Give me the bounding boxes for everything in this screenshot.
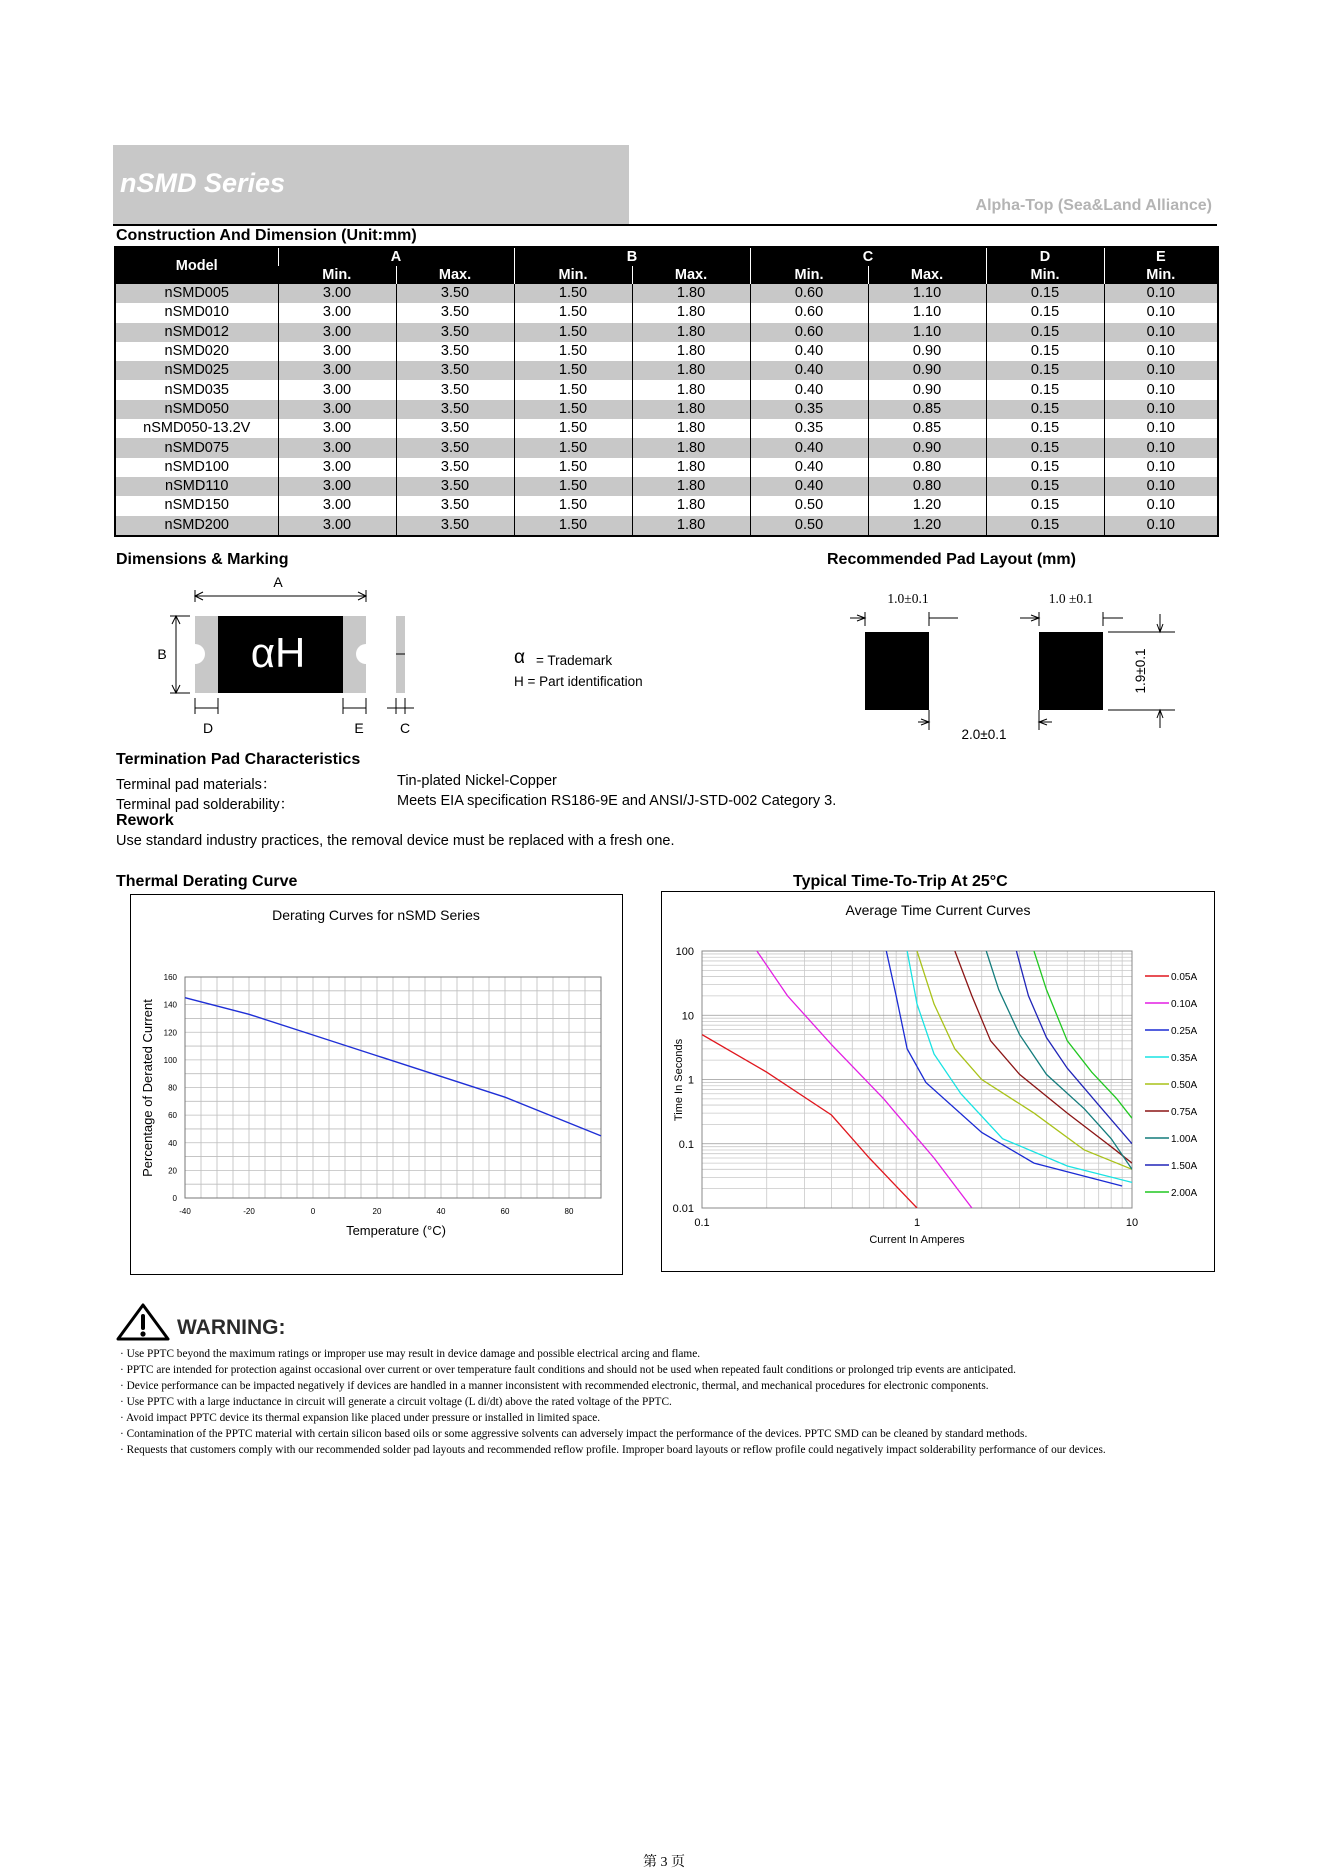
dim-label-b: B (157, 646, 167, 662)
legend-label: 0.75A (1171, 1107, 1198, 1118)
x-tick-label: 1 (913, 1217, 921, 1229)
dimension-cell: 3.00 (278, 323, 396, 342)
dimension-cell: 0.15 (986, 458, 1104, 477)
dimension-cell: 1.50 (514, 342, 632, 361)
x-tick-label: 40 (436, 1207, 446, 1216)
trip-series-line (702, 1035, 917, 1208)
dimension-cell: 1.10 (868, 303, 986, 322)
dimension-cell: 0.40 (750, 380, 868, 399)
chip-dimension-drawing (150, 572, 470, 744)
dimension-cell: 0.15 (986, 361, 1104, 380)
legend-label: 1.50A (1171, 1161, 1198, 1172)
pad-gap: 2.0±0.1 (961, 727, 1007, 742)
y-tick-label: 140 (163, 1000, 177, 1010)
model-cell: nSMD050 (115, 400, 278, 419)
x-tick-label: -20 (243, 1207, 255, 1216)
dimension-cell: 1.50 (514, 303, 632, 322)
dimension-cell: 1.50 (514, 284, 632, 303)
warning-item: · Requests that customers comply with our recommended solder pad layouts and recommended reflow profile. Improper board layouts or reflow profile could negatively impact solderability performance of our devices. (120, 1444, 1106, 1456)
dim-label-e: E (354, 720, 364, 736)
construction-heading: Construction And Dimension (Unit:mm) (116, 227, 417, 244)
x-axis-label: Current In Amperes (869, 1234, 965, 1246)
dimension-cell: 0.85 (868, 400, 986, 419)
table-row (115, 400, 1218, 419)
table-row (115, 342, 1218, 361)
dimension-cell: 1.50 (514, 477, 632, 496)
group-header-a: A (278, 247, 514, 266)
dimension-cell: 0.15 (986, 400, 1104, 419)
dimension-cell: 3.00 (278, 400, 396, 419)
warning-item: · Device performance can be impacted negatively if devices are handled in a manner inconsistent with recommended electronic, thermal, and mechanical procedures for electronic components. (120, 1380, 989, 1392)
dimension-cell: 3.50 (396, 477, 514, 496)
y-axis-label: Time In Seconds (673, 1038, 685, 1122)
sub-header: Min. (278, 266, 396, 284)
x-axis-label: Temperature (°C) (346, 1223, 446, 1238)
header-rule (113, 224, 1217, 226)
dim-label-c: C (399, 720, 411, 736)
materials-value: Tin-plated Nickel-Copper (397, 773, 557, 789)
dimension-cell: 0.40 (750, 458, 868, 477)
dimension-cell: 0.15 (986, 496, 1104, 515)
dimension-cell: 3.00 (278, 284, 396, 303)
dimension-cell: 0.80 (868, 477, 986, 496)
dimension-cell: 1.80 (632, 361, 750, 380)
sub-header: Min. (750, 266, 868, 284)
model-cell: nSMD110 (115, 477, 278, 496)
dimension-cell: 1.50 (514, 323, 632, 342)
dimension-cell: 3.50 (396, 342, 514, 361)
model-cell: nSMD025 (115, 361, 278, 380)
dimension-cell: 3.50 (396, 458, 514, 477)
dimension-cell: 3.50 (396, 380, 514, 399)
time-to-trip-chart (661, 891, 1215, 1272)
dimension-cell: 1.80 (632, 496, 750, 515)
x-tick-label: 20 (372, 1207, 382, 1216)
sub-header: Max. (868, 266, 986, 284)
group-header-b: B (514, 247, 750, 266)
dimension-cell: 1.80 (632, 400, 750, 419)
dimension-cell: 0.40 (750, 361, 868, 380)
dim-label-d: D (202, 720, 214, 736)
dimension-cell: 1.80 (632, 380, 750, 399)
warning-item: · Use PPTC with a large inductance in circuit will generate a circuit voltage (L di/dt) above the rated voltage of the PPTC. (120, 1396, 672, 1408)
dimension-cell: 0.15 (986, 284, 1104, 303)
x-tick-label: 0 (310, 1207, 316, 1216)
y-tick-label: 0.1 (678, 1138, 694, 1151)
dimension-cell: 3.00 (278, 477, 396, 496)
dimension-cell: 0.15 (986, 438, 1104, 457)
dimension-cell: 0.10 (1104, 419, 1218, 438)
legend-label: 0.10A (1171, 999, 1198, 1010)
warning-item: · PPTC are intended for protection against occasional over current or over temperature fault conditions and should not be used when repeated fault conditions or prolonged trip events are anticipated. (120, 1364, 1016, 1376)
dimension-cell: 0.35 (750, 419, 868, 438)
derating-heading: Thermal Derating Curve (116, 873, 298, 890)
dimension-cell: 1.50 (514, 380, 632, 399)
table-row (115, 477, 1218, 496)
dimension-cell: 1.50 (514, 419, 632, 438)
warning-icon (115, 1302, 171, 1342)
model-cell: nSMD200 (115, 516, 278, 536)
dimension-cell: 3.00 (278, 438, 396, 457)
dimension-cell: 1.80 (632, 477, 750, 496)
chart-title: Average Time Current Curves (845, 902, 1031, 918)
dimension-cell: 3.00 (278, 458, 396, 477)
model-cell: nSMD035 (164, 381, 229, 398)
y-tick-label: 100 (163, 1055, 177, 1065)
dimension-cell: 0.10 (1104, 477, 1218, 496)
table-row (115, 438, 1218, 457)
y-tick-label: 0.01 (672, 1203, 694, 1215)
dimension-cell: 0.90 (868, 361, 986, 380)
dimension-cell: 1.50 (514, 361, 632, 380)
dimension-cell: 0.15 (986, 516, 1104, 536)
dimension-cell: 1.20 (868, 496, 986, 515)
dimension-cell: 0.60 (750, 323, 868, 342)
dimension-cell: 1.80 (632, 342, 750, 361)
dimension-cell: 0.50 (750, 516, 868, 536)
sub-header: Max. (396, 266, 514, 284)
pad-width-right: 1.0 ±0.1 (1048, 591, 1094, 606)
dimension-cell: 1.50 (514, 458, 632, 477)
warning-list (120, 1346, 1210, 1458)
dimension-cell: 1.80 (632, 516, 750, 536)
model-cell: nSMD005 (115, 284, 278, 303)
model-cell: nSMD020 (164, 343, 229, 360)
table-row (115, 458, 1218, 477)
derating-chart (130, 894, 623, 1275)
marking-heading: Dimensions & Marking (116, 551, 289, 568)
dimension-cell: 0.90 (868, 342, 986, 361)
legend-label: 0.05A (1171, 972, 1198, 983)
legend-label: 0.25A (1171, 1026, 1198, 1037)
dimension-cell: 0.85 (868, 419, 986, 438)
trip-heading: Typical Time-To-Trip At 25°C (793, 873, 1008, 890)
trademark-symbol: α (514, 647, 525, 668)
table-row (115, 323, 1218, 342)
dimension-cell: 1.80 (632, 323, 750, 342)
dimension-cell: 1.80 (632, 458, 750, 477)
x-tick-label: 60 (500, 1207, 510, 1216)
dimension-cell: 3.00 (278, 303, 396, 322)
model-cell: nSMD100 (164, 458, 229, 475)
sub-header: Max. (632, 266, 750, 284)
table-row (115, 516, 1218, 536)
table-row (115, 380, 1218, 399)
rework-text: Use standard industry practices, the removal device must be replaced with a fresh one. (116, 833, 675, 849)
y-tick-label: 120 (163, 1028, 177, 1038)
dimension-cell: 0.15 (986, 323, 1104, 342)
sub-header: Min. (514, 266, 632, 284)
dimension-cell: 0.40 (750, 477, 868, 496)
table-row (115, 361, 1218, 380)
dimension-cell: 0.10 (1104, 516, 1218, 536)
pad-height: 1.9±0.1 (1133, 648, 1148, 694)
rework-heading: Rework (116, 812, 174, 829)
dimension-cell: 0.10 (1104, 458, 1218, 477)
dimension-cell: 3.50 (396, 419, 514, 438)
y-tick-label: 1 (687, 1074, 694, 1087)
dimension-cell: 0.10 (1104, 361, 1218, 380)
dimension-cell: 0.35 (750, 400, 868, 419)
y-tick-label: 60 (168, 1111, 177, 1121)
dimension-cell: 0.10 (1104, 342, 1218, 361)
legend-label: 1.00A (1171, 1134, 1198, 1145)
dimension-cell: 1.50 (514, 438, 632, 457)
group-header-d: D (986, 247, 1104, 266)
dimension-cell: 0.10 (1104, 496, 1218, 515)
dimension-cell: 0.15 (986, 477, 1104, 496)
group-header-c: C (750, 247, 986, 266)
legend-label: 0.50A (1171, 1080, 1198, 1091)
model-cell: nSMD050-13.2V (143, 420, 251, 437)
dimension-cell: 0.40 (750, 438, 868, 457)
table-row (115, 303, 1218, 322)
dimension-cell: 1.20 (868, 516, 986, 536)
dimension-cell: 1.80 (632, 284, 750, 303)
dimension-cell: 3.00 (278, 419, 396, 438)
dimension-cell: 3.00 (278, 361, 396, 380)
dimension-cell: 0.60 (750, 303, 868, 322)
dimension-cell: 1.10 (868, 284, 986, 303)
dimension-cell: 3.50 (396, 400, 514, 419)
page-number: 第 3 页 (643, 1855, 685, 1870)
dimension-cell: 0.80 (868, 458, 986, 477)
dimension-cell: 0.40 (750, 342, 868, 361)
dimension-cell: 1.80 (632, 303, 750, 322)
y-tick-label: 160 (163, 973, 177, 982)
dimension-cell: 0.10 (1104, 438, 1218, 457)
dimension-cell: 1.80 (632, 419, 750, 438)
model-header: Model (115, 247, 278, 284)
dimension-table (114, 246, 1219, 537)
dimension-cell: 0.10 (1104, 303, 1218, 322)
warning-item: · Avoid impact PPTC device its thermal expansion like placed under pressure or installed in limited space. (120, 1412, 601, 1424)
part-id-legend: H = Part identification (514, 674, 643, 689)
model-cell: nSMD010 (164, 304, 229, 321)
y-tick-label: 100 (675, 946, 694, 958)
dimension-cell: 3.50 (396, 303, 514, 322)
dimension-cell: 3.00 (278, 496, 396, 515)
dimension-cell: 3.50 (396, 361, 514, 380)
x-tick-label: 80 (564, 1207, 574, 1216)
dimension-cell: 0.15 (986, 380, 1104, 399)
dimension-cell: 1.80 (632, 438, 750, 457)
warning-item: · Contamination of the PPTC material with certain silicon based oils or some aggressive solvents can adversely impact the performance of the devices. PPTC SMD can be cleaned by standard methods. (120, 1428, 1028, 1440)
y-axis-label: Percentage of Derated Current (140, 999, 155, 1177)
dimension-cell: 0.15 (986, 419, 1104, 438)
y-tick-label: 0 (172, 1194, 177, 1203)
dimension-cell: 0.10 (1104, 380, 1218, 399)
warning-item: · Use PPTC beyond the maximum ratings or improper use may result in device damage and possible electrical arcing and flame. (120, 1348, 701, 1360)
legend-label: 2.00A (1171, 1188, 1198, 1199)
dimension-cell: 0.50 (750, 496, 868, 515)
legend-label: 0.35A (1171, 1053, 1198, 1064)
series-title: nSMD Series (120, 168, 286, 198)
model-cell: nSMD075 (115, 438, 278, 457)
y-tick-label: 20 (168, 1166, 177, 1176)
table-row (115, 419, 1218, 438)
termination-heading: Termination Pad Characteristics (116, 751, 361, 768)
pad-layout-heading: Recommended Pad Layout (mm) (827, 551, 1076, 568)
dimension-cell: 3.00 (278, 380, 396, 399)
warning-title: WARNING: (177, 1316, 286, 1339)
y-tick-label: 80 (168, 1083, 177, 1093)
x-tick-label: 10 (1125, 1217, 1139, 1229)
x-tick-label: -40 (179, 1207, 191, 1216)
materials-label: Terminal pad materials： (116, 777, 277, 793)
x-tick-label: 0.1 (694, 1217, 710, 1229)
dimension-cell: 0.10 (1104, 284, 1218, 303)
y-tick-label: 40 (168, 1138, 177, 1148)
solderability-value: Meets EIA specification RS186-9E and ANSI/J-STD-002 Category 3. (397, 793, 837, 809)
trademark-legend: = Trademark (536, 653, 613, 668)
dimension-cell: 1.10 (868, 323, 986, 342)
dimension-cell: 0.15 (986, 342, 1104, 361)
dimension-cell: 1.50 (514, 400, 632, 419)
sub-header: Min. (1104, 266, 1218, 284)
dimension-cell: 0.90 (868, 438, 986, 457)
solderability-label: Terminal pad solderability： (116, 797, 295, 813)
dimension-cell: 3.50 (396, 284, 514, 303)
pad-width-left: 1.0±0.1 (887, 591, 929, 606)
chart-title: Derating Curves for nSMD Series (272, 907, 480, 923)
trip-series-line (1016, 951, 1132, 1144)
dimension-cell: 0.90 (868, 380, 986, 399)
dimension-cell: 0.60 (750, 284, 868, 303)
y-tick-label: 10 (681, 1010, 694, 1023)
table-row (115, 284, 1218, 303)
chip-marking-text: αH (250, 629, 306, 676)
model-cell: nSMD150 (164, 497, 229, 514)
table-row (115, 496, 1218, 515)
group-header-e: E (1104, 247, 1218, 266)
sub-header: Min. (986, 266, 1104, 284)
dimension-cell: 3.50 (396, 516, 514, 536)
brand-name: Alpha-Top (Sea&Land Alliance) (975, 197, 1212, 214)
dimension-cell: 1.50 (514, 496, 632, 515)
dimension-cell: 3.50 (396, 438, 514, 457)
dimension-cell: 0.10 (1104, 400, 1218, 419)
dimension-cell: 0.15 (986, 303, 1104, 322)
dimension-cell: 1.50 (514, 516, 632, 536)
model-cell: nSMD012 (115, 323, 278, 342)
dim-label-a: A (273, 574, 283, 590)
dimension-cell: 3.50 (396, 496, 514, 515)
dimension-cell: 3.00 (278, 342, 396, 361)
dimension-cell: 3.00 (278, 516, 396, 536)
pad-layout-drawing (830, 584, 1190, 749)
dimension-cell: 0.10 (1104, 323, 1218, 342)
dimension-cell: 3.50 (396, 323, 514, 342)
